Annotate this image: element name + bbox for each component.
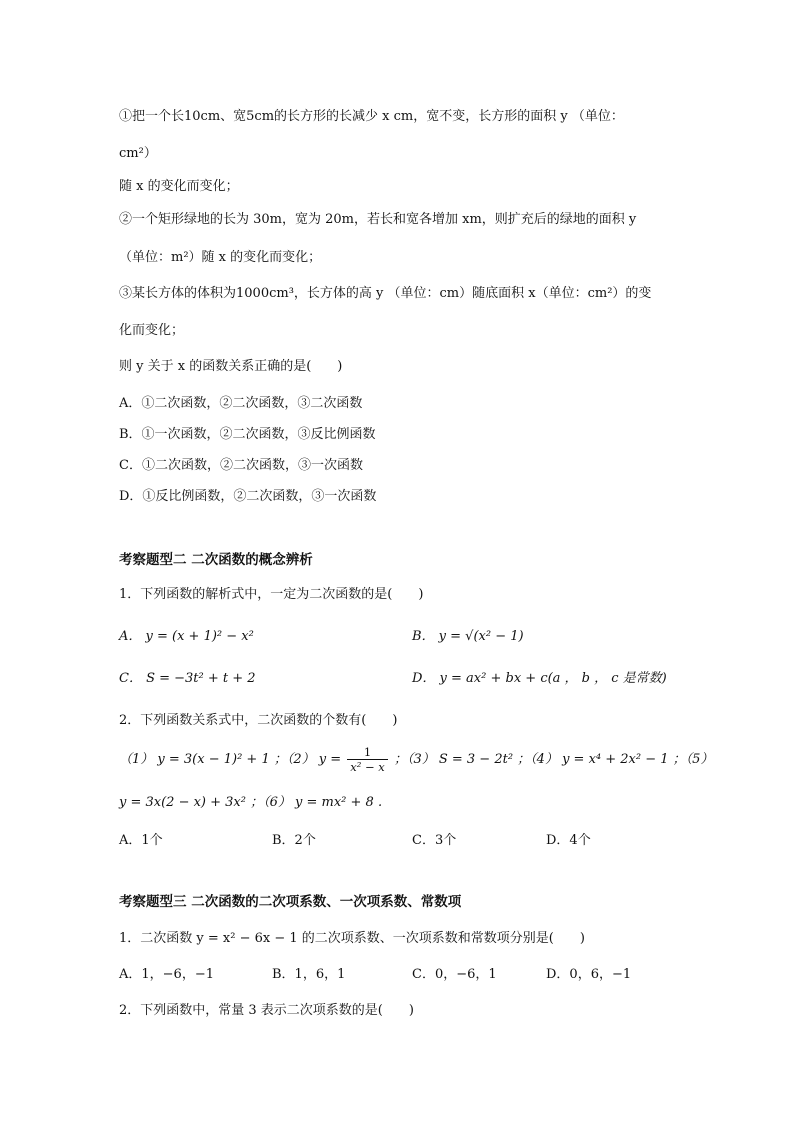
s2-q1-option-b: B． y = √(x² − 1) (412, 629, 524, 644)
s2-q2-formula-line2: y = 3x(2 − x) + 3x² ；（6） y = mx² + 8 . (119, 795, 383, 810)
option-a: A．①二次函数，②二次函数，③二次函数 (119, 396, 363, 411)
option-d: D．①反比例函数，②二次函数，③一次函数 (119, 489, 377, 504)
item3-continuation: 化而变化； (119, 323, 185, 338)
s2-q1-option-d: D． y = ax² + bx + c(a ， b ， c 是常数) (412, 671, 667, 686)
s2-q2-formula-part1: （1） y = 3(x − 1)² + 1 ；（2） y = (119, 752, 342, 767)
s2-q2-fraction (347, 745, 388, 774)
s2-q2-formula-part2: ；（3） S = 3 − 2t² ；（4） y = x⁴ + 2x² − 1 ；（5） (393, 752, 714, 767)
section-title-3: 考察题型三 二次函数的二次项系数、一次项系数、常数项 (119, 894, 462, 910)
s2-q1-option-c: C． S = −3t² + t + 2 (119, 671, 256, 686)
s2-q2-formula-line1 (119, 745, 713, 775)
s2-q2-option-d: D．4个 (546, 833, 591, 848)
s3-q2-stem: 2．下列函数中，常量 3 表示二次项系数的是( ) (119, 1003, 414, 1018)
fraction-denominator: x² − x (347, 759, 388, 774)
s3-q1-option-b: B．1，6，1 (272, 967, 346, 982)
question-stem: 则 y 关于 x 的函数关系正确的是( ) (119, 359, 343, 374)
item3-text: ③某长方体的体积为1000cm³，长方体的高 y （单位：cm）随底面积 x（单位：cm²）的变 (119, 286, 652, 301)
s2-q2-option-c: C．3个 (412, 833, 457, 848)
s2-q2-option-a: A．1个 (119, 833, 163, 848)
s2-q2-option-b: B．2个 (272, 833, 316, 848)
option-c: C．①二次函数，②二次函数，③一次函数 (119, 458, 363, 473)
item2-text: ②一个矩形绿地的长为 30m，宽为 20m，若长和宽各增加 xm，则扩充后的绿地的面积 y (119, 212, 637, 227)
item1-continuation: 随 x 的变化而变化； (119, 179, 239, 194)
s2-q1-option-a: A． y = (x + 1)² − x² (119, 629, 254, 644)
s3-q1-stem: 1．二次函数 y = x² − 6x − 1 的二次项系数、一次项系数和常数项分别是( ) (119, 931, 585, 946)
section-title-2: 考察题型二 二次函数的概念辨析 (119, 552, 313, 568)
s2-q2-stem: 2．下列函数关系式中，二次函数的个数有( ) (119, 713, 398, 728)
fraction-numerator: 1 (363, 745, 372, 759)
option-b: B．①一次函数，②二次函数，③反比例函数 (119, 427, 376, 442)
item1-unit: cm²） (119, 146, 157, 161)
s3-q1-option-d: D．0，6，−1 (546, 967, 632, 982)
item1-text: ①把一个长10cm、宽5cm的长方形的长减少 x cm，宽不变，长方形的面积 y （单位： (119, 109, 624, 124)
s3-q1-option-c: C．0，−6，1 (412, 967, 497, 982)
s3-q1-option-a: A．1，−6，−1 (119, 967, 214, 982)
s2-q1-stem: 1．下列函数的解析式中，一定为二次函数的是( ) (119, 587, 424, 602)
item2-continuation: （单位：m²）随 x 的变化而变化； (119, 250, 322, 265)
